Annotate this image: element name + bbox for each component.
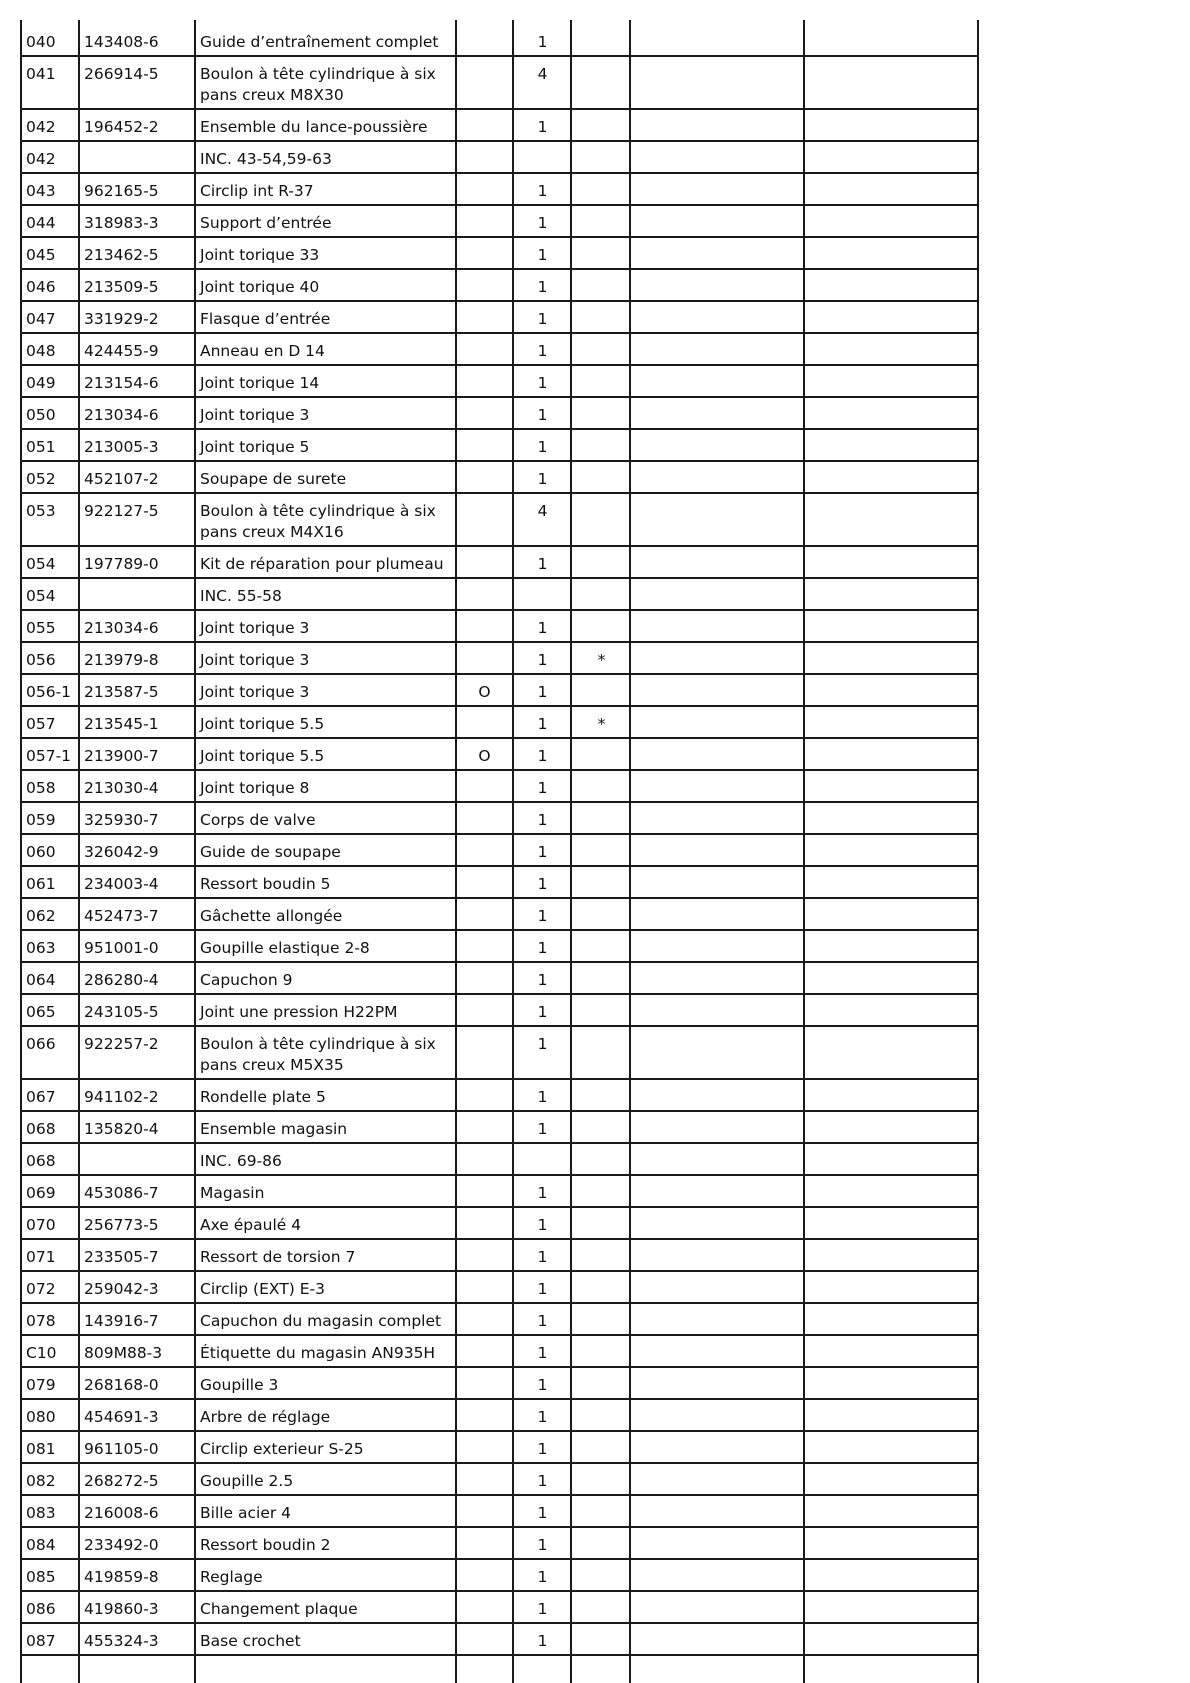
cell-qty: 1 <box>537 1440 548 1458</box>
cell-desc: Magasin <box>200 1184 265 1202</box>
cell-index: 059 <box>26 811 56 829</box>
row-border <box>20 55 979 57</box>
row-border <box>20 1025 979 1027</box>
cell-opt: O <box>478 747 491 765</box>
cell-part: 961105-0 <box>84 1440 159 1458</box>
cell-part: 259042-3 <box>84 1280 159 1298</box>
cell-desc: Kit de réparation pour plumeau <box>200 555 444 573</box>
cell-index: 055 <box>26 619 56 637</box>
row-border <box>20 396 979 398</box>
cell-qty: 1 <box>537 1504 548 1522</box>
row-border <box>20 1494 979 1496</box>
cell-qty: 1 <box>537 118 548 136</box>
cell-qty: 1 <box>537 1248 548 1266</box>
cell-desc: Flasque d’entrée <box>200 310 331 328</box>
row-border <box>20 641 979 643</box>
cell-desc: Bille acier 4 <box>200 1504 292 1522</box>
cell-index: 084 <box>26 1536 56 1554</box>
cell-desc: INC. 55-58 <box>200 587 282 605</box>
row-border <box>20 897 979 899</box>
row-border <box>20 1462 979 1464</box>
cell-qty: 1 <box>537 651 548 669</box>
cell-part: 286280-4 <box>84 971 159 989</box>
row-border <box>20 769 979 771</box>
cell-qty: 1 <box>537 374 548 392</box>
cell-index: 056 <box>26 651 56 669</box>
cell-desc: Reglage <box>200 1568 263 1586</box>
row-border <box>20 1654 979 1656</box>
cell-desc: Support d’entrée <box>200 214 332 232</box>
cell-desc: Circlip (EXT) E-3 <box>200 1280 325 1298</box>
cell-index: 081 <box>26 1440 56 1458</box>
cell-part: 197789-0 <box>84 555 159 573</box>
cell-index: 054 <box>26 555 56 573</box>
cell-desc: Joint torique 5.5 <box>200 715 325 733</box>
row-border <box>20 1622 979 1624</box>
cell-index: C10 <box>26 1344 57 1362</box>
cell-qty: 1 <box>537 811 548 829</box>
cell-index: 051 <box>26 438 56 456</box>
cell-index: 041 <box>26 65 56 83</box>
cell-index: 049 <box>26 374 56 392</box>
cell-index: 085 <box>26 1568 56 1586</box>
cell-desc: Goupille elastique 2-8 <box>200 939 370 957</box>
cell-desc: Anneau en D 14 <box>200 342 325 360</box>
cell-desc: Étiquette du magasin AN935H <box>200 1344 436 1362</box>
cell-qty: 1 <box>537 246 548 264</box>
cell-qty: 1 <box>537 715 548 733</box>
cell-index: 078 <box>26 1312 56 1330</box>
cell-qty: 1 <box>537 1568 548 1586</box>
cell-desc: Ensemble du lance-poussière <box>200 118 428 136</box>
cell-part: 268272-5 <box>84 1472 159 1490</box>
cell-part: 216008-6 <box>84 1504 159 1522</box>
cell-desc: Guide de soupape <box>200 843 341 861</box>
cell-desc: Boulon à tête cylindrique à six pans creux M4X16 <box>200 502 436 541</box>
cell-index: 057-1 <box>26 747 72 765</box>
cell-part: 922257-2 <box>84 1035 159 1053</box>
cell-part: 213509-5 <box>84 278 159 296</box>
cell-index: 053 <box>26 502 56 520</box>
cell-qty: 1 <box>537 214 548 232</box>
cell-qty: 1 <box>537 843 548 861</box>
cell-desc: Boulon à tête cylindrique à six pans creux M5X35 <box>200 1035 436 1074</box>
row-border <box>20 737 979 739</box>
row-border <box>20 1270 979 1272</box>
cell-part: 331929-2 <box>84 310 159 328</box>
cell-part: 143408-6 <box>84 33 159 51</box>
cell-qty: 1 <box>537 1632 548 1650</box>
cell-qty: 1 <box>537 1120 548 1138</box>
row-border <box>20 705 979 707</box>
row-border <box>20 1526 979 1528</box>
cell-part: 325930-7 <box>84 811 159 829</box>
row-border <box>20 865 979 867</box>
cell-index: 057 <box>26 715 56 733</box>
cell-part: 213545-1 <box>84 715 159 733</box>
row-border <box>20 1078 979 1080</box>
row-border <box>20 993 979 995</box>
cell-index: 063 <box>26 939 56 957</box>
cell-index: 052 <box>26 470 56 488</box>
cell-index: 054 <box>26 587 56 605</box>
cell-qty: 1 <box>537 1312 548 1330</box>
cell-desc: Rondelle plate 5 <box>200 1088 326 1106</box>
cell-qty: 1 <box>537 278 548 296</box>
row-border <box>20 673 979 675</box>
cell-desc: Changement plaque <box>200 1600 358 1618</box>
cell-desc: Goupille 3 <box>200 1376 279 1394</box>
row-border <box>20 108 979 110</box>
cell-qty: 1 <box>537 1184 548 1202</box>
cell-index: 065 <box>26 1003 56 1021</box>
row-border <box>20 1110 979 1112</box>
cell-qty: 1 <box>537 1344 548 1362</box>
cell-index: 087 <box>26 1632 56 1650</box>
cell-qty: 1 <box>537 310 548 328</box>
row-border <box>20 492 979 494</box>
cell-qty: 1 <box>537 939 548 957</box>
cell-qty: 1 <box>537 747 548 765</box>
cell-desc: Ressort de torsion 7 <box>200 1248 356 1266</box>
cell-desc: Soupape de surete <box>200 470 347 488</box>
cell-index: 048 <box>26 342 56 360</box>
cell-part: 452473-7 <box>84 907 159 925</box>
cell-qty: 1 <box>537 438 548 456</box>
cell-part: 213462-5 <box>84 246 159 264</box>
cell-part: 234003-4 <box>84 875 159 893</box>
row-border <box>20 172 979 174</box>
cell-part: 213900-7 <box>84 747 159 765</box>
cell-part: 455324-3 <box>84 1632 159 1650</box>
cell-part: 213979-8 <box>84 651 159 669</box>
cell-part: 243105-5 <box>84 1003 159 1021</box>
cell-part: 213034-6 <box>84 619 159 637</box>
row-border <box>20 204 979 206</box>
cell-index: 040 <box>26 33 56 51</box>
cell-qty: 1 <box>537 33 548 51</box>
cell-part: 135820-4 <box>84 1120 159 1138</box>
cell-part: 196452-2 <box>84 118 159 136</box>
row-border <box>20 577 979 579</box>
cell-desc: Joint une pression H22PM <box>200 1003 398 1021</box>
cell-qty: 1 <box>537 342 548 360</box>
cell-part: 268168-0 <box>84 1376 159 1394</box>
cell-desc: Joint torique 3 <box>200 406 310 424</box>
cell-part: 419860-3 <box>84 1600 159 1618</box>
cell-qty: 1 <box>537 406 548 424</box>
cell-desc: Boulon à tête cylindrique à six pans creux M8X30 <box>200 65 436 104</box>
cell-part: 233492-0 <box>84 1536 159 1554</box>
cell-qty: 1 <box>537 875 548 893</box>
cell-desc: Ensemble magasin <box>200 1120 348 1138</box>
cell-qty: 1 <box>537 1600 548 1618</box>
row-border <box>20 1238 979 1240</box>
cell-index: 072 <box>26 1280 56 1298</box>
row-border <box>20 364 979 366</box>
cell-qty: 1 <box>537 555 548 573</box>
row-border <box>20 1206 979 1208</box>
row-border <box>20 801 979 803</box>
cell-part: 213587-5 <box>84 683 159 701</box>
cell-part: 326042-9 <box>84 843 159 861</box>
cell-index: 058 <box>26 779 56 797</box>
cell-desc: Capuchon 9 <box>200 971 293 989</box>
cell-part: 941102-2 <box>84 1088 159 1106</box>
cell-qty: 1 <box>537 182 548 200</box>
cell-part: 454691-3 <box>84 1408 159 1426</box>
cell-index: 069 <box>26 1184 56 1202</box>
row-border <box>20 609 979 611</box>
cell-index: 056-1 <box>26 683 72 701</box>
cell-desc: Axe épaulé 4 <box>200 1216 302 1234</box>
cell-index: 070 <box>26 1216 56 1234</box>
row-border <box>20 268 979 270</box>
cell-part: 419859-8 <box>84 1568 159 1586</box>
row-border <box>20 929 979 931</box>
row-border <box>20 1174 979 1176</box>
cell-index: 086 <box>26 1600 56 1618</box>
row-border <box>20 428 979 430</box>
cell-qty: 1 <box>537 779 548 797</box>
row-border <box>20 1398 979 1400</box>
cell-part: 424455-9 <box>84 342 159 360</box>
cell-desc: Goupille 2.5 <box>200 1472 294 1490</box>
cell-desc: Guide d’entraînement complet <box>200 33 439 51</box>
cell-index: 043 <box>26 182 56 200</box>
row-border <box>20 545 979 547</box>
cell-part: 213154-6 <box>84 374 159 392</box>
cell-index: 047 <box>26 310 56 328</box>
cell-qty: 1 <box>537 1376 548 1394</box>
cell-qty: 1 <box>537 1472 548 1490</box>
cell-desc: Joint torique 14 <box>200 374 320 392</box>
cell-qty: 1 <box>537 1216 548 1234</box>
cell-qty: 1 <box>537 619 548 637</box>
cell-qty: 4 <box>537 502 548 520</box>
row-border <box>20 300 979 302</box>
row-border <box>20 1558 979 1560</box>
cell-desc: Joint torique 33 <box>200 246 320 264</box>
cell-part: 266914-5 <box>84 65 159 83</box>
cell-desc: INC. 69-86 <box>200 1152 282 1170</box>
cell-part: 922127-5 <box>84 502 159 520</box>
row-border <box>20 961 979 963</box>
cell-qty: 1 <box>537 470 548 488</box>
cell-qty: 1 <box>537 1536 548 1554</box>
cell-index: 045 <box>26 246 56 264</box>
cell-desc: Joint torique 3 <box>200 619 310 637</box>
row-border <box>20 1142 979 1144</box>
cell-desc: Base crochet <box>200 1632 301 1650</box>
cell-part: 213005-3 <box>84 438 159 456</box>
cell-part: 213034-6 <box>84 406 159 424</box>
cell-desc: Circlip int R-37 <box>200 182 314 200</box>
row-border <box>20 236 979 238</box>
cell-index: 044 <box>26 214 56 232</box>
cell-desc: Capuchon du magasin complet <box>200 1312 442 1330</box>
cell-index: 066 <box>26 1035 56 1053</box>
cell-index: 060 <box>26 843 56 861</box>
cell-mark: * <box>597 651 606 669</box>
cell-index: 071 <box>26 1248 56 1266</box>
row-border <box>20 460 979 462</box>
row-border <box>20 1366 979 1368</box>
cell-index: 082 <box>26 1472 56 1490</box>
cell-index: 050 <box>26 406 56 424</box>
cell-index: 068 <box>26 1152 56 1170</box>
cell-part: 213030-4 <box>84 779 159 797</box>
cell-part: 951001-0 <box>84 939 159 957</box>
cell-desc: Ressort boudin 2 <box>200 1536 331 1554</box>
cell-desc: Joint torique 3 <box>200 683 310 701</box>
row-border <box>20 140 979 142</box>
cell-part: 962165-5 <box>84 182 159 200</box>
cell-desc: Joint torique 5.5 <box>200 747 325 765</box>
row-border <box>20 1590 979 1592</box>
row-border <box>20 1430 979 1432</box>
cell-qty: 1 <box>537 971 548 989</box>
cell-part: 143916-7 <box>84 1312 159 1330</box>
row-border <box>20 332 979 334</box>
cell-qty: 1 <box>537 1280 548 1298</box>
row-border <box>20 833 979 835</box>
cell-qty: 4 <box>537 65 548 83</box>
cell-mark: * <box>597 715 606 733</box>
cell-desc: Joint torique 8 <box>200 779 310 797</box>
cell-index: 079 <box>26 1376 56 1394</box>
cell-index: 046 <box>26 278 56 296</box>
cell-index: 042 <box>26 150 56 168</box>
row-border <box>20 1334 979 1336</box>
cell-index: 067 <box>26 1088 56 1106</box>
cell-index: 083 <box>26 1504 56 1522</box>
cell-part: 809M88-3 <box>84 1344 163 1362</box>
cell-desc: Ressort boudin 5 <box>200 875 331 893</box>
cell-part: 318983-3 <box>84 214 159 232</box>
cell-qty: 1 <box>537 907 548 925</box>
cell-index: 042 <box>26 118 56 136</box>
cell-index: 080 <box>26 1408 56 1426</box>
cell-index: 064 <box>26 971 56 989</box>
cell-index: 062 <box>26 907 56 925</box>
cell-desc: INC. 43-54,59-63 <box>200 150 332 168</box>
cell-desc: Arbre de réglage <box>200 1408 331 1426</box>
cell-opt: O <box>478 683 491 701</box>
cell-index: 061 <box>26 875 56 893</box>
cell-part: 453086-7 <box>84 1184 159 1202</box>
cell-desc: Joint torique 40 <box>200 278 320 296</box>
cell-desc: Gâchette allongée <box>200 907 343 925</box>
cell-desc: Joint torique 3 <box>200 651 310 669</box>
cell-desc: Circlip exterieur S-25 <box>200 1440 364 1458</box>
cell-part: 233505-7 <box>84 1248 159 1266</box>
row-border <box>20 1302 979 1304</box>
cell-part: 452107-2 <box>84 470 159 488</box>
cell-qty: 1 <box>537 1035 548 1053</box>
cell-qty: 1 <box>537 1088 548 1106</box>
cell-desc: Joint torique 5 <box>200 438 310 456</box>
cell-part: 256773-5 <box>84 1216 159 1234</box>
cell-qty: 1 <box>537 683 548 701</box>
cell-index: 068 <box>26 1120 56 1138</box>
cell-desc: Corps de valve <box>200 811 316 829</box>
cell-qty: 1 <box>537 1003 548 1021</box>
cell-qty: 1 <box>537 1408 548 1426</box>
